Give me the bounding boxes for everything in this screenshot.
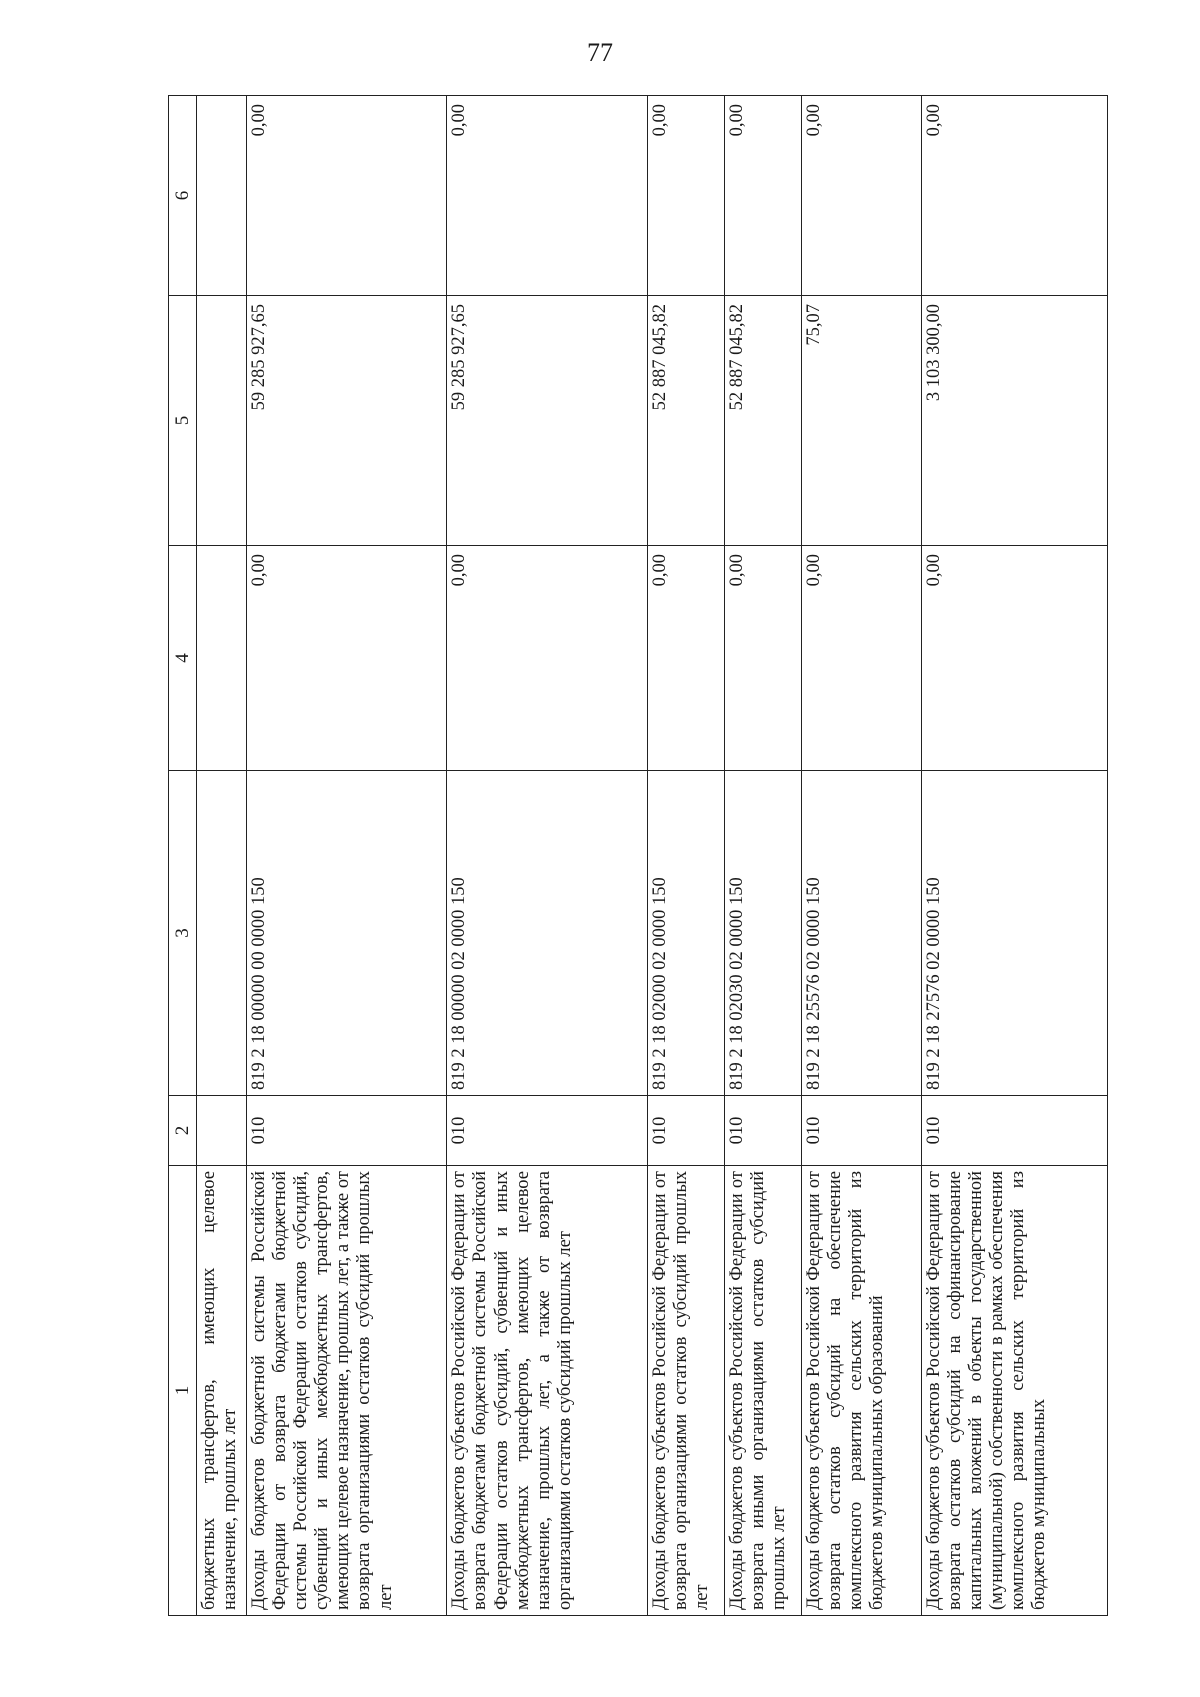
value-cell-col5: 59 285 927,65 [247, 296, 447, 546]
value-cell-col6: 0,00 [801, 96, 921, 296]
value-cell-col4: 0,00 [801, 546, 921, 771]
row-name-cell: Доходы бюджетов субъектов Российской Федерации от возврата остатков субсидий на софинансирование капитальных вложений в объекты государственной (муниципальной) собственности в рамках обеспечения комплексного развития сельских территорий из бюджетов муниципальных [922, 1166, 1108, 1616]
value-cell-col4: 0,00 [247, 546, 447, 771]
row-name-cell: Доходы бюджетов субъектов Российской Федерации от возврата остатков субсидий на обеспечение комплексного развития сельских территорий из бюджетов муниципальных образований [801, 1166, 921, 1616]
value-cell-col6: 0,00 [447, 96, 647, 296]
row-name-cell: Доходы бюджетов субъектов Российской Федерации от возврата организациями остатков субсидий прошлых лет [647, 1166, 724, 1616]
kbk-code-cell: 819 2 18 27576 02 0000 150 [922, 771, 1108, 1096]
kbk-code-cell: 819 2 18 02000 02 0000 150 [647, 771, 724, 1096]
row-name-cell: Доходы бюджетов субъектов Российской Федерации от возврата бюджетами бюджетной системы Российской Федерации остатков субсидий, субвенций и иных межбюджетных трансфертов, имеющих целевое назначение, прошлых лет, а также от возврата организациями остатков субсидий прошлых лет [447, 1166, 647, 1616]
line-code-cell: 010 [247, 1096, 447, 1166]
value-cell-col4: 0,00 [647, 546, 724, 771]
empty-cell [196, 96, 246, 296]
table-row [447, 96, 647, 1616]
header-cell: 6 [169, 96, 197, 296]
header-cell: 3 [169, 771, 197, 1096]
value-cell-col6: 0,00 [647, 96, 724, 296]
line-code-cell: 010 [447, 1096, 647, 1166]
value-cell-col4: 0,00 [724, 546, 801, 771]
page-number: 77 [587, 38, 613, 67]
table-row [724, 96, 801, 1616]
header-cell: 4 [169, 546, 197, 771]
budget-revenue-table [168, 95, 1108, 1616]
value-cell-col6: 0,00 [922, 96, 1108, 296]
header-cell: 5 [169, 296, 197, 546]
table-header-row [169, 96, 197, 1616]
header-cell: 2 [169, 1096, 197, 1166]
header-cell: 1 [169, 1166, 197, 1616]
kbk-code-cell: 819 2 18 00000 02 0000 150 [447, 771, 647, 1096]
table-row [922, 96, 1108, 1616]
line-code-cell: 010 [647, 1096, 724, 1166]
empty-cell [196, 1096, 246, 1166]
rotated-table-container [168, 96, 1108, 1616]
table-row [196, 96, 246, 1616]
value-cell-col6: 0,00 [724, 96, 801, 296]
value-cell-col5: 52 887 045,82 [724, 296, 801, 546]
kbk-code-cell: 819 2 18 00000 00 0000 150 [247, 771, 447, 1096]
line-code-cell: 010 [724, 1096, 801, 1166]
table-row [801, 96, 921, 1616]
value-cell-col5: 3 103 300,00 [922, 296, 1108, 546]
row-name-cell: бюджетных трансфертов, имеющих целевое назначение, прошлых лет [196, 1166, 246, 1616]
value-cell-col6: 0,00 [247, 96, 447, 296]
row-name-cell: Доходы бюджетов субъектов Российской Федерации от возврата иными организациями остатков субсидий прошлых лет [724, 1166, 801, 1616]
value-cell-col5: 75,07 [801, 296, 921, 546]
table-row [247, 96, 447, 1616]
kbk-code-cell: 819 2 18 25576 02 0000 150 [801, 771, 921, 1096]
empty-cell [196, 771, 246, 1096]
value-cell-col5: 52 887 045,82 [647, 296, 724, 546]
empty-cell [196, 546, 246, 771]
line-code-cell: 010 [801, 1096, 921, 1166]
row-name-cell: Доходы бюджетов бюджетной системы Российской Федерации от возврата бюджетами бюджетной системы Российской Федерации остатков субсидий, субвенций и иных межбюджетных трансфертов, имеющих целевое назначение, прошлых лет, а также от возврата организациями остатков субсидий прошлых лет [247, 1166, 447, 1616]
line-code-cell: 010 [922, 1096, 1108, 1166]
empty-cell [196, 296, 246, 546]
value-cell-col5: 59 285 927,65 [447, 296, 647, 546]
kbk-code-cell: 819 2 18 02030 02 0000 150 [724, 771, 801, 1096]
value-cell-col4: 0,00 [922, 546, 1108, 771]
table-row [647, 96, 724, 1616]
value-cell-col4: 0,00 [447, 546, 647, 771]
